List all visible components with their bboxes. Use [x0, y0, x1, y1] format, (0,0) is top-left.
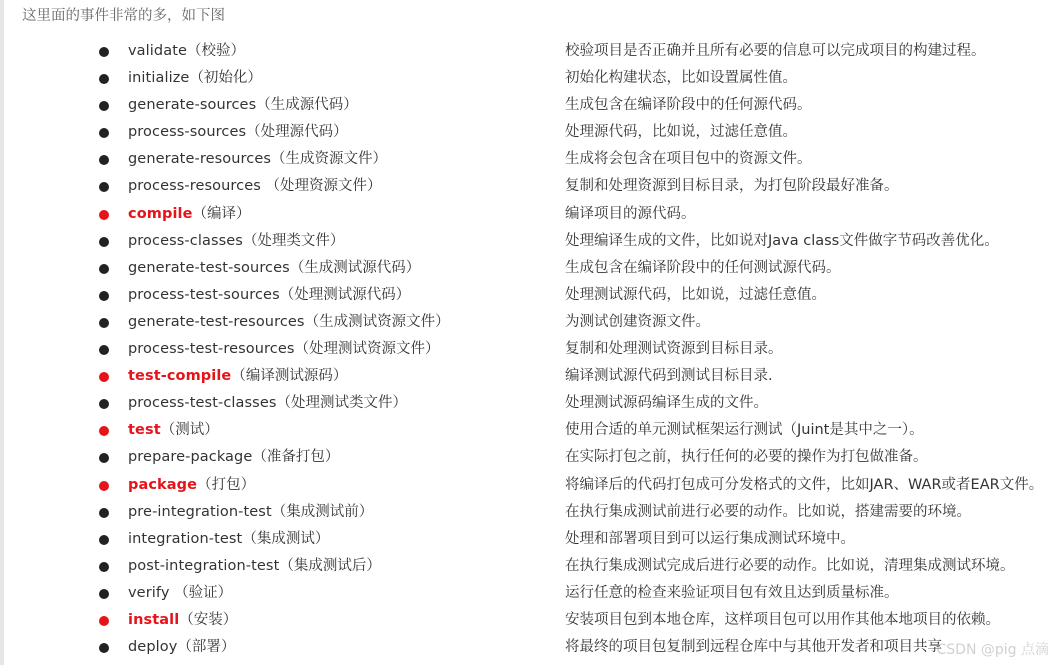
- phase-name-chinese: （校验）: [187, 43, 246, 59]
- phase-name: process-sources: [128, 124, 247, 141]
- phase-name: generate-sources: [128, 97, 257, 114]
- phase-name: generate-test-resources: [128, 313, 305, 330]
- phase-description: 为测试创建资源文件。: [565, 313, 710, 330]
- list-item: [0, 499, 1061, 526]
- list-item: [0, 119, 1061, 146]
- bullet-icon: [99, 101, 109, 111]
- phase-name: initialize: [128, 70, 190, 87]
- phase-term: [128, 119, 348, 146]
- phase-name-chinese: （处理资源文件）: [260, 178, 382, 195]
- lifecycle-phase-list: [0, 38, 1061, 661]
- bullet-icon: [99, 155, 109, 165]
- phase-name: generate-test-sources: [128, 259, 290, 276]
- phase-name: test: [128, 422, 161, 439]
- phase-name-chinese: （处理测试源代码）: [279, 286, 411, 303]
- bullet-icon: [99, 237, 109, 247]
- intro-text: 这里面的事件非常的多，如下图: [22, 8, 225, 24]
- phase-name-chinese: （验证）: [169, 584, 233, 601]
- bullet-icon: [99, 453, 109, 463]
- phase-name: verify: [128, 584, 170, 601]
- list-item: [0, 553, 1061, 580]
- phase-name-chinese: （集成测试前）: [271, 503, 374, 520]
- phase-name-chinese: （处理类文件）: [242, 232, 345, 249]
- phase-name-chinese: （集成测试后）: [279, 557, 381, 574]
- bullet-icon: [99, 481, 109, 491]
- phase-name-chinese: （准备打包）: [252, 449, 340, 466]
- phase-description: 运行任意的检查来验证项目包有效且达到质量标准。: [565, 584, 899, 601]
- bullet-icon: [99, 291, 109, 301]
- list-item: [0, 417, 1061, 444]
- list-item: [0, 92, 1061, 119]
- phase-term: [128, 309, 450, 336]
- phase-term: [128, 282, 410, 309]
- phase-term: [128, 607, 237, 634]
- phase-description: 将最终的项目包复制到远程仓库中与其他开发者和项目共享: [565, 639, 942, 656]
- phase-term: [128, 228, 344, 255]
- phase-term: [128, 92, 358, 119]
- phase-name: validate: [128, 43, 188, 59]
- phase-name-chinese: （初始化）: [189, 70, 262, 87]
- bullet-icon: [99, 318, 109, 328]
- phase-term: [128, 173, 382, 200]
- phase-name: integration-test: [128, 530, 243, 547]
- phase-term: [128, 363, 347, 390]
- bullet-icon: [99, 426, 109, 436]
- list-item: [0, 580, 1061, 607]
- phase-term: [128, 472, 255, 499]
- phase-name-chinese: （处理测试类文件）: [276, 395, 408, 412]
- phase-term: [128, 336, 440, 363]
- bullet-icon: [99, 74, 109, 84]
- phase-name: package: [128, 476, 198, 493]
- list-item: [0, 363, 1061, 390]
- phase-description: 复制和处理测试资源到目标目录。: [565, 341, 783, 358]
- list-item: [0, 228, 1061, 255]
- bullet-icon: [99, 589, 109, 599]
- phase-name-chinese: （集成测试）: [242, 530, 330, 547]
- phase-name: install: [128, 611, 180, 628]
- bullet-icon: [99, 128, 109, 138]
- phase-description: 处理测试源代码，比如说，过滤任意值。: [565, 286, 826, 303]
- phase-name: process-resources: [128, 178, 261, 195]
- bullet-icon: [99, 372, 109, 382]
- phase-term: [128, 580, 232, 607]
- phase-name: prepare-package: [128, 449, 253, 466]
- phase-description: 将编译后的代码打包成可分发格式的文件，比如JAR、WAR或者EAR文件。: [565, 476, 1044, 493]
- phase-term: [128, 444, 339, 471]
- phase-name: process-test-sources: [128, 286, 280, 303]
- bullet-icon: [99, 616, 109, 626]
- bullet-icon: [99, 345, 109, 355]
- phase-description: 初始化构建状态，比如设置属性值。: [565, 70, 797, 87]
- phase-name-chinese: （生成资源文件）: [271, 151, 387, 168]
- phase-name: deploy: [128, 639, 178, 656]
- phase-name: pre-integration-test: [128, 503, 272, 520]
- phase-term: [128, 634, 235, 661]
- list-item: [0, 309, 1061, 336]
- bullet-icon: [99, 535, 109, 545]
- phase-term: [128, 390, 407, 417]
- phase-name-chinese: （编译）: [192, 205, 251, 222]
- phase-name-chinese: （部署）: [177, 639, 236, 656]
- phase-name-chinese: （生成源代码）: [256, 97, 358, 114]
- bullet-icon: [99, 562, 109, 572]
- phase-description: 使用合适的单元测试框架运行测试（Juint是其中之一）。: [565, 422, 924, 439]
- list-item: [0, 336, 1061, 363]
- list-item: [0, 472, 1061, 499]
- phase-name-chinese: （处理源代码）: [246, 124, 348, 141]
- phase-description: 生成将会包含在项目包中的资源文件。: [565, 151, 812, 168]
- list-item: [0, 390, 1061, 417]
- phase-name: generate-resources: [128, 151, 271, 168]
- phase-name: process-test-resources: [128, 341, 295, 358]
- phase-term: [128, 146, 387, 173]
- list-item: [0, 634, 1061, 661]
- phase-description: 处理源代码，比如说，过滤任意值。: [565, 124, 797, 141]
- phase-name: compile: [128, 205, 193, 222]
- phase-term: [128, 553, 381, 580]
- phase-name-chinese: （安装）: [179, 611, 238, 628]
- phase-term: [128, 255, 420, 282]
- phase-name-chinese: （测试）: [160, 422, 219, 439]
- list-item: [0, 444, 1061, 471]
- bullet-icon: [99, 210, 109, 220]
- bullet-icon: [99, 47, 109, 57]
- phase-description: 在实际打包之前，执行任何的必要的操作为打包做准备。: [565, 449, 928, 466]
- list-item: [0, 173, 1061, 200]
- bullet-icon: [99, 264, 109, 274]
- phase-name-chinese: （编译测试源码）: [231, 368, 348, 385]
- watermark: CSDN @pig 点滴: [936, 642, 1049, 658]
- list-item: [0, 65, 1061, 92]
- phase-term: [128, 417, 219, 444]
- phase-description: 在执行集成测试完成后进行必要的动作。比如说，清理集成测试环境。: [565, 557, 1015, 574]
- phase-term: [128, 65, 262, 92]
- phase-term: [128, 201, 251, 228]
- phase-description: 校验项目是否正确并且所有必要的信息可以完成项目的构建过程。: [565, 43, 986, 59]
- bullet-icon: [99, 508, 109, 518]
- phase-name: process-classes: [128, 232, 243, 249]
- list-item: [0, 282, 1061, 309]
- bullet-icon: [99, 399, 109, 409]
- phase-name-chinese: （生成测试源代码）: [289, 259, 421, 276]
- list-item: [0, 526, 1061, 553]
- phase-name-chinese: （生成测试资源文件）: [304, 313, 450, 330]
- phase-description: 处理编译生成的文件，比如说对Java class文件做字节码改善优化。: [565, 232, 999, 249]
- phase-term: [128, 38, 245, 65]
- phase-description: 编译项目的源代码。: [565, 205, 696, 222]
- phase-description: 处理和部署项目到可以运行集成测试环境中。: [565, 530, 855, 547]
- phase-term: [128, 526, 329, 553]
- phase-name: process-test-classes: [128, 395, 277, 412]
- phase-name: post-integration-test: [128, 557, 280, 574]
- phase-name-chinese: （处理测试资源文件）: [294, 341, 440, 358]
- phase-description: 在执行集成测试前进行必要的动作。比如说，搭建需要的环境。: [565, 503, 971, 520]
- list-item: [0, 607, 1061, 634]
- phase-description: 处理测试源码编译生成的文件。: [565, 395, 768, 412]
- phase-description: 编译测试源代码到测试目标目录.: [565, 368, 773, 385]
- list-item: [0, 38, 1061, 65]
- phase-description: 复制和处理资源到目标目录，为打包阶段最好准备。: [565, 178, 899, 195]
- list-item: [0, 146, 1061, 173]
- phase-name-chinese: （打包）: [197, 476, 256, 493]
- phase-description: 生成包含在编译阶段中的任何源代码。: [565, 97, 812, 114]
- phase-description: 生成包含在编译阶段中的任何测试源代码。: [565, 259, 841, 276]
- phase-name: test-compile: [128, 368, 232, 385]
- list-item: [0, 255, 1061, 282]
- list-item: [0, 201, 1061, 228]
- bullet-icon: [99, 182, 109, 192]
- bullet-icon: [99, 643, 109, 653]
- phase-term: [128, 499, 373, 526]
- phase-description: 安装项目包到本地仓库，这样项目包可以用作其他本地项目的依赖。: [565, 611, 1000, 628]
